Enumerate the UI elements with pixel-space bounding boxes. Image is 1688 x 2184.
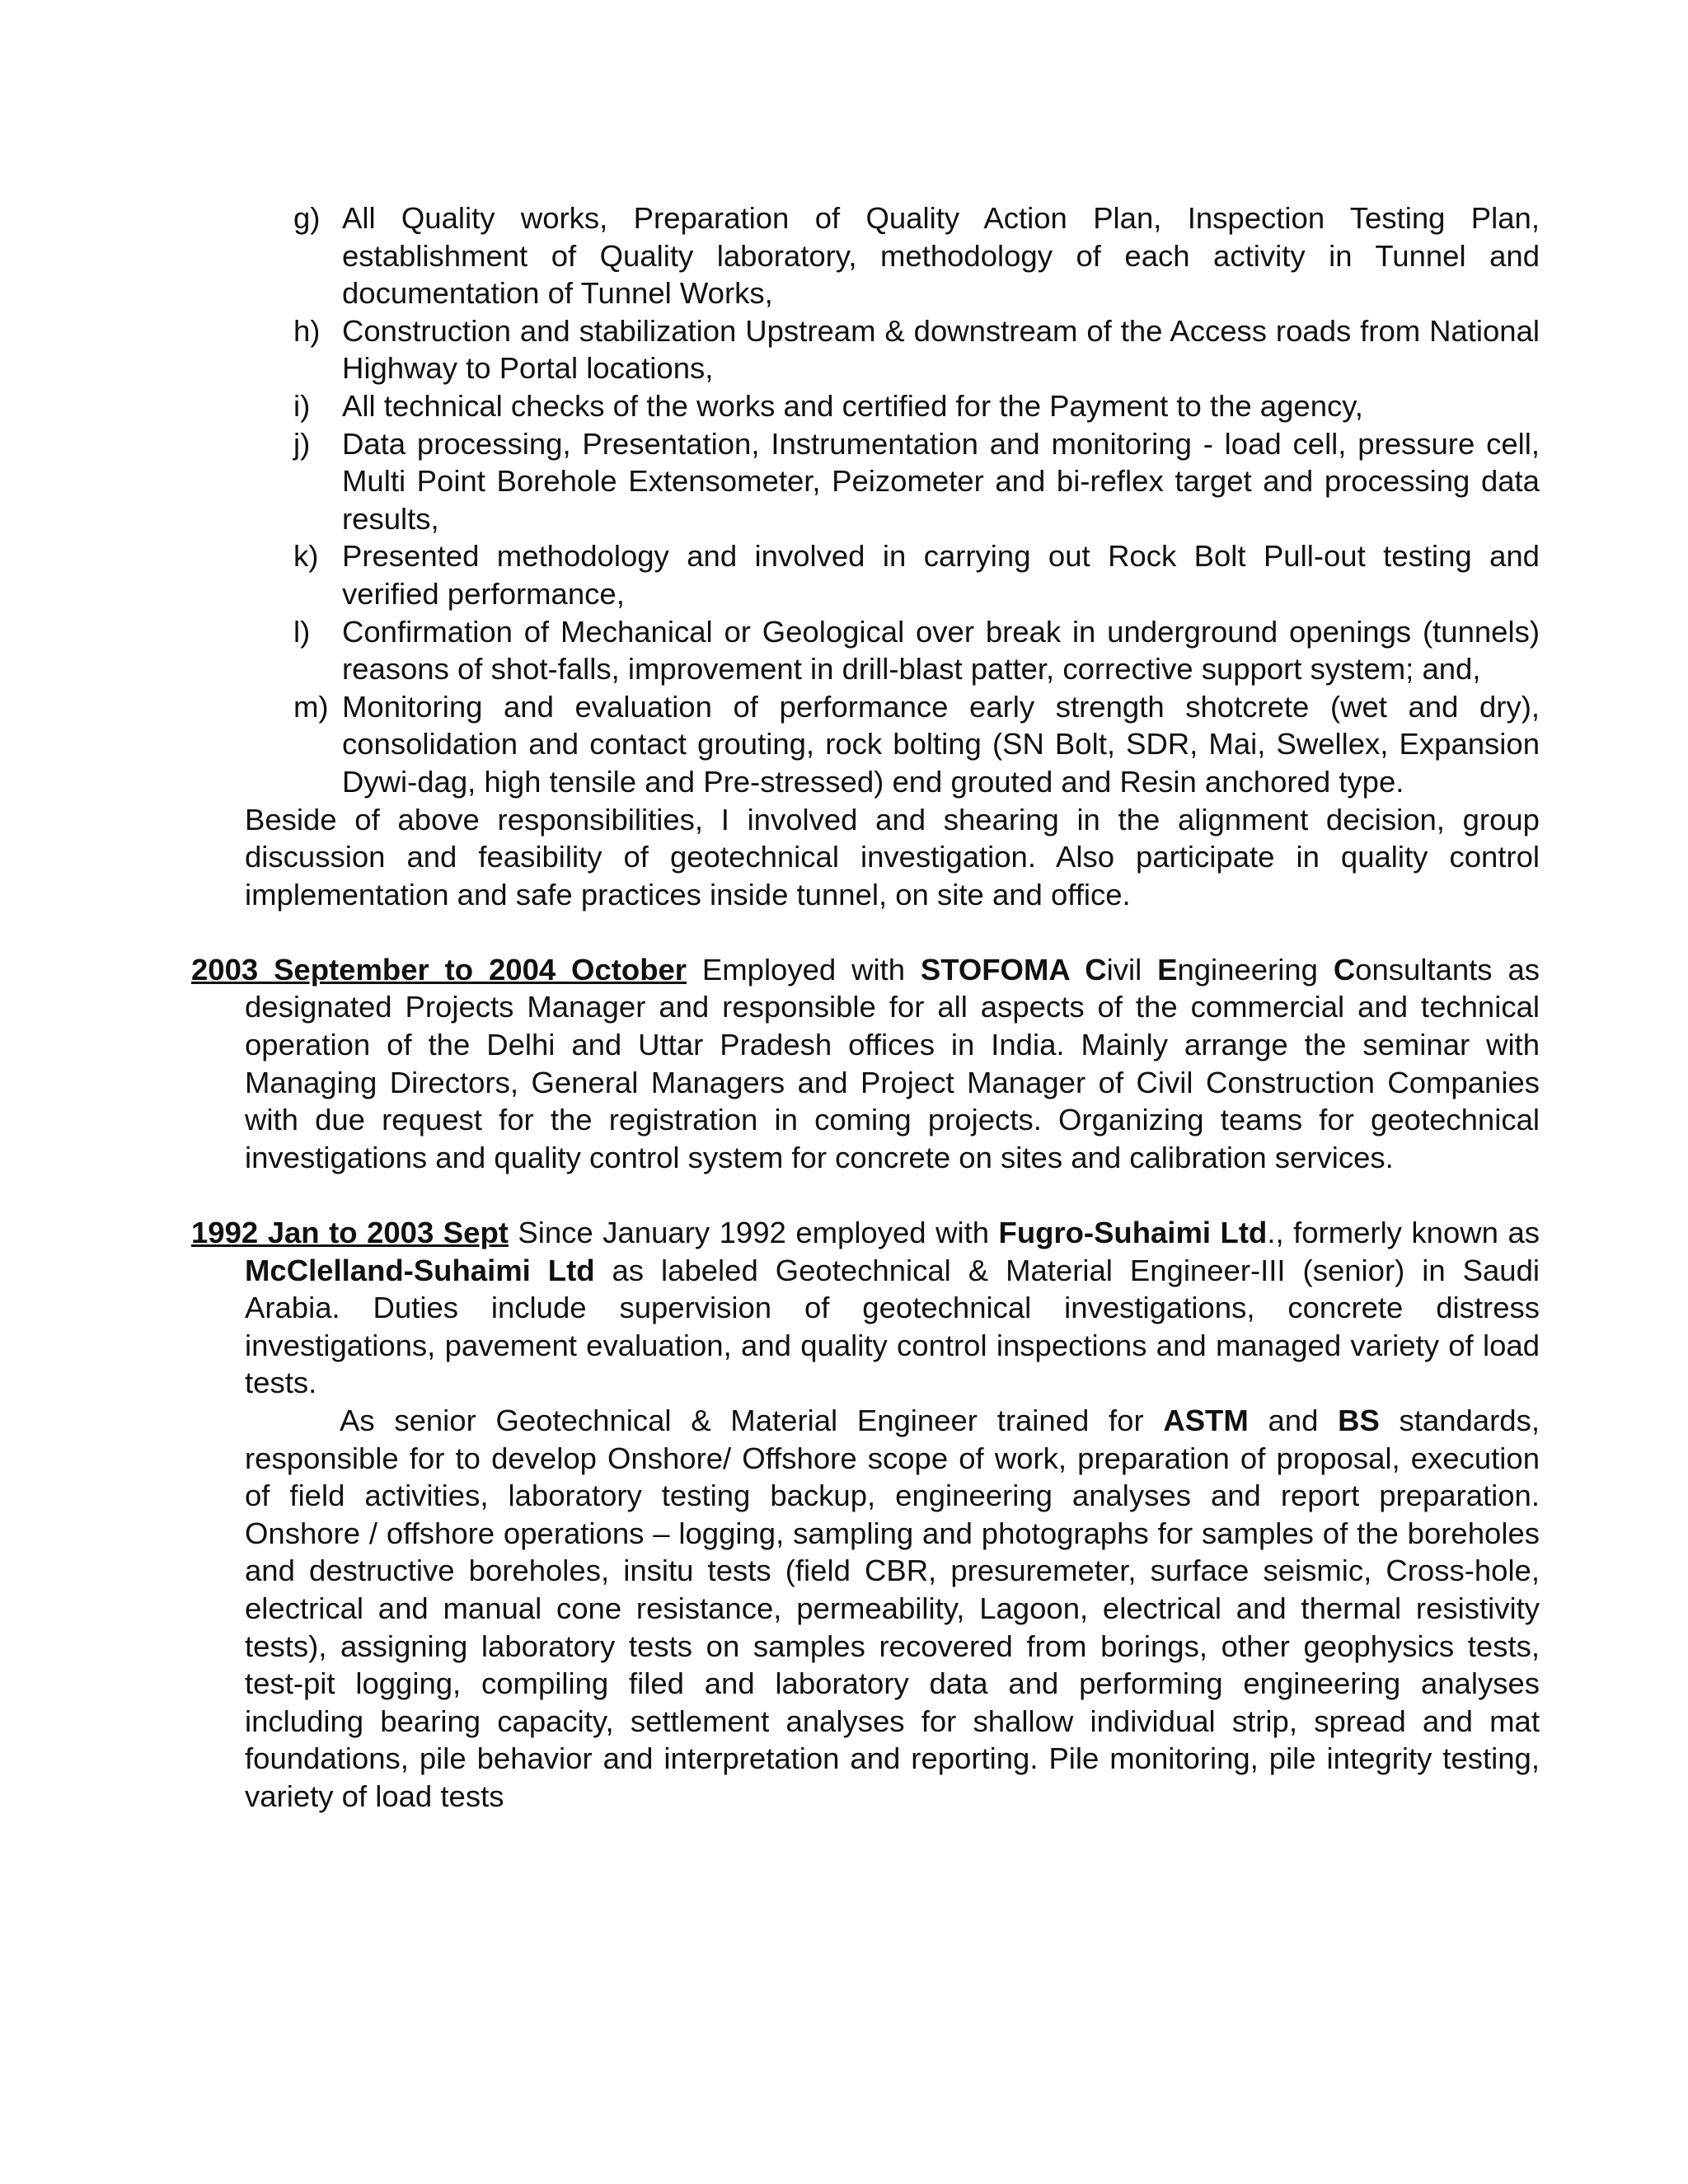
- former-company: McClelland-Suhaimi Ltd: [245, 1253, 595, 1287]
- list-marker: j): [293, 426, 311, 461]
- list-text: All technical checks of the works and certified for the Payment to the agency,: [342, 388, 1363, 423]
- bs-standard: BS: [1338, 1404, 1380, 1437]
- list-marker: i): [293, 388, 311, 423]
- stofoma-employment-entry: 2003 September to 2004 October Employed with STOFOMA Civil Engineering Consultants as designated Projects Manager and responsible for all aspects of the commercial and technical operation of the Delhi and Uttar Pradesh offices in India. Mainly arrange the seminar with Managing Directors, General Managers and Project Manager of Civil Construction Companies with due request for the registration in coming projects. Organizing teams for geotechnical investigations and quality control system for concrete on sites and calibration services.: [191, 952, 1540, 1174]
- list-text: Monitoring and evaluation of performance early strength shotcrete (wet and dry), consolidation and contact grouting, rock bolting (SN Bolt, SDR, Mai, Swellex, Expansion Dywi-dag, high tensile and Pre-stressed) end grouted and Resin anchored type.: [342, 689, 1540, 799]
- responsibility-list: [293, 199, 1540, 801]
- list-text: Presented methodology and involved in carrying out Rock Bolt Pull-out testing and verified performance,: [342, 539, 1540, 611]
- list-text: Confirmation of Mechanical or Geological over break in underground openings (tunnels) reasons of shot-falls, improvement in drill-blast patter, corrective support system; and,: [342, 614, 1540, 687]
- fugro-employment-entry: 1992 Jan to 2003 Sept Since January 1992 employed with Fugro-Suhaimi Ltd., formerly known as McClelland-Suhaimi Ltd as labeled Geotechnical & Material Engineer-III (senior) in Saudi Arabia. Duties include supervision of geotechnical investigations, concrete distress investigations, pavement evaluation, and quality control inspections and managed variety of load tests.: [191, 1216, 1540, 1400]
- fugro-company: Fugro-Suhaimi Ltd: [998, 1216, 1268, 1250]
- beside-paragraph: Beside of above responsibilities, I involved and shearing in the alignment decision, group discussion and feasibility of geotechnical investigation. Also participate in quality control implementation and safe practices inside tunnel, on site and office.: [245, 802, 1540, 912]
- list-item: [293, 387, 1540, 425]
- list-item: [293, 688, 1540, 801]
- list-item: [293, 613, 1540, 688]
- fugro-period: 1992 Jan to 2003 Sept: [191, 1216, 509, 1250]
- list-item: [293, 199, 1540, 312]
- fugro-duties-paragraph: As senior Geotechnical & Material Engineer trained for ASTM and BS standards, responsible for to develop Onshore/ Offshore scope of work, preparation of proposal, execution of field activities, laboratory testing backup, engineering analyses and report preparation. Onshore / offshore operations – logging, sampling and photographs for samples of the boreholes and destructive boreholes, insitu tests (field CBR, presuremeter, surface seismic, Cross-hole, electrical and manual cone resistance, permeability, Lagoon, electrical and thermal resistivity tests), assigning laboratory tests on samples recovered from borings, other geophysics tests, test-pit logging, compiling filed and laboratory data and performing engineering analyses including bearing capacity, settlement analyses for shallow individual strip, spread and mat foundations, pile behavior and interpretation and reporting. Pile monitoring, pile integrity testing, variety of load tests: [245, 1404, 1540, 1813]
- list-text: All Quality works, Preparation of Quality Action Plan, Inspection Testing Plan, establishment of Quality laboratory, methodology of each activity in Tunnel and documentation of Tunnel Works,: [342, 201, 1540, 311]
- stofoma-period: 2003 September to 2004 October: [191, 952, 687, 987]
- list-item: [293, 425, 1540, 538]
- stofoma-company-s: STOFOMA C: [920, 952, 1107, 987]
- list-marker: g): [293, 201, 321, 235]
- list-marker: l): [293, 614, 311, 649]
- astm-standard: ASTM: [1163, 1404, 1249, 1437]
- list-item: [293, 312, 1540, 387]
- list-marker: h): [293, 313, 321, 348]
- list-marker: k): [293, 539, 319, 574]
- list-item: [293, 537, 1540, 612]
- list-text: Construction and stabilization Upstream & downstream of the Access roads from National Highway to Portal locations,: [342, 313, 1540, 386]
- list-text: Data processing, Presentation, Instrumentation and monitoring - load cell, pressure cell, Multi Point Borehole Extensometer, Peizometer and bi-reflex target and processing data results,: [342, 426, 1540, 536]
- list-marker: m): [293, 689, 329, 724]
